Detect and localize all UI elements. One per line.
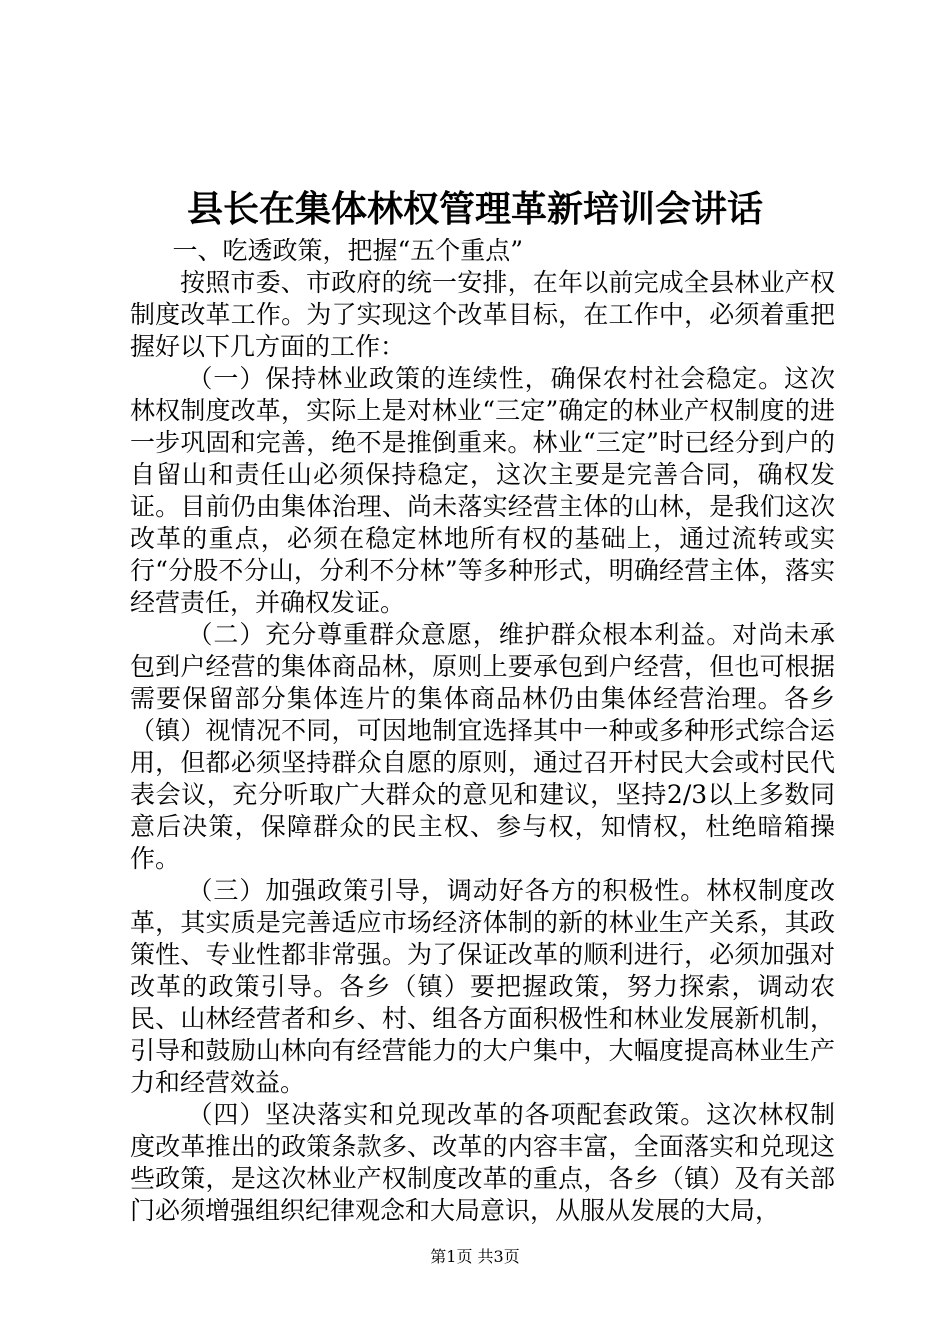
document-body [130,235,835,1227]
paragraph-intro: 按照市委、市政府的统一安排，在年以前完成全县林业产权制度改革工作。为了实现这个改革目标，在工作中，必须着重把握好以下几方面的工作： [130,268,835,361]
paragraph-point-4: （四）坚决落实和兑现改革的各项配套政策。这次林权制度改革推出的政策条款多、改革的内容丰富，全面落实和兑现这些政策，是这次林业产权制度改革的重点，各乡（镇）及有关部门必须增强组织纪律观念和大局意识，从服从发展的大局， [130,1100,835,1225]
paragraph-point-1: （一）保持林业政策的连续性，确保农村社会稳定。这次林权制度改革，实际上是对林业“三定”确定的林业产权制度的进一步巩固和完善，绝不是推倒重来。林业“三定”时已经分到户的自留山和责任山必须保持稳定，这次主要是完善合同，确权发证。目前仍由集体治理、尚未落实经营主体的山林，是我们这次改革的重点，必须在稳定林地所有权的基础上，通过流转或实行“分股不分山，分利不分林”等多种形式，明确经营主体，落实经营责任，并确权发证。 [130,364,835,617]
paragraph-point-2: （二）充分尊重群众意愿，维护群众根本利益。对尚未承包到户经营的集体商品林，原则上要承包到户经营，但也可根据需要保留部分集体连片的集体商品林仍由集体经营治理。各乡（镇）视情况不同，可因地制宜选择其中一种或多种形式综合运用，但都必须坚持群众自愿的原则，通过召开村民大会或村民代表会议，充分听取广大群众的意见和建议，坚持2/3以上多数同意后决策，保障群众的民主权、参与权，知情权，杜绝暗箱操作。 [130,620,835,873]
paragraph-point-3: （三）加强政策引导，调动好各方的积极性。林权制度改革，其实质是完善适应市场经济体制的新的林业生产关系，其政策性、专业性都非常强。为了保证改革的顺利进行，必须加强对改革的政策引导。各乡（镇）要把握政策，努力探索，调动农民、山林经营者和乡、村、组各方面积极性和林业发展新机制，引导和鼓励山林向有经营能力的大户集中，大幅度提高林业生产力和经营效益。 [130,876,835,1097]
section-heading: 一、吃透政策，把握“五个重点” [172,236,524,265]
page-footer: 第1页 共3页 [430,1247,520,1266]
document-title: 县长在集体林权管理革新培训会讲话 [186,188,763,230]
